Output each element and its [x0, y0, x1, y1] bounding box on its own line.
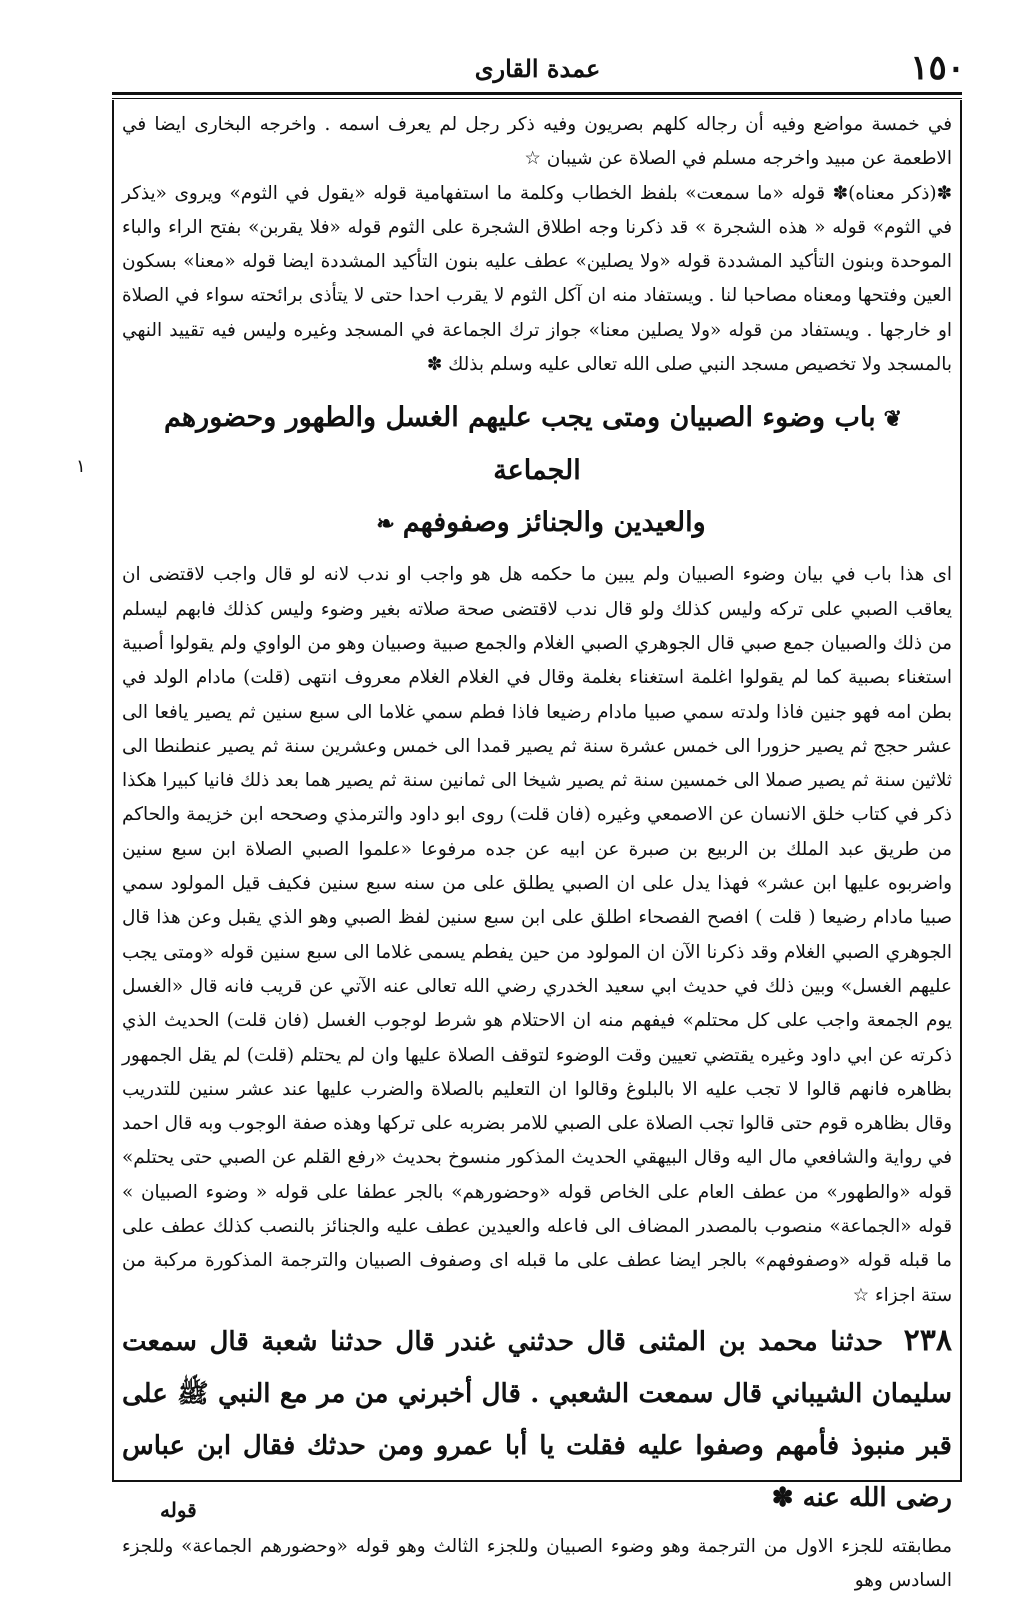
margin-mark: ١	[76, 456, 86, 477]
chapter-heading-line-1	[122, 392, 952, 497]
hadith-commentary-start: مطابقته للجزء الاول من الترجمة وهو وضوء الصبيان وللجزء الثالث وهو قوله «وحضورهم الجماعة» وللجزء السادس وهو	[122, 1535, 952, 1591]
commentary-text: اى هذا باب في بيان وضوء الصبيان ولم يبين ما حكمه هل هو واجب او ندب لانه لو قال واجب لاقتضى ان يعاقب الصبي على تركه وليس كذلك ولو قال ندب لاقتضى صحة صلاته بغير وضوء وليس كذلك فابهم ليسلم من ذلك والصبيان جمع صبي قال الجوهري الصبي الغلام والجمع صبية وصبيان وهو من الواوي ولم يقولوا أصبية استغناء بصبية كما لم يقولوا اغلمة استغناء بغلمة وقال في الغلام الغلام معروف انتهى (قلت) مادام الولد في بطن امه فهو جنين فاذا ولدته سمي صبيا مادام رضيعا فاذا فطم سمي غلاما الى سبع سنين ثم يصير يافعا الى عشر حجج ثم يصير حزورا الى خمس عشرة سنة ثم يصير قمدا الى خمس وعشرين سنة ثم يصير عنطنطا الى ثلاثين سنة ثم يصير صملا الى خمسين سنة ثم يصير شيخا الى ثمانين سنة ثم يصير هما بعد ذلك فانيا كبيرا هكذا ذكر في كتاب خلق الانسان عن الاصمعي وغيره (فان قلت) روى ابو داود والترمذي وصححه ابن خزيمة والحاكم من طريق عبد الملك بن الربيع بن صبرة عن ابيه عن جده مرفوعا «علموا الصبي الصلاة ابن سبع سنين واضربوه عليها ابن عشر» فهذا يدل على ان الصبي يطلق على من سنه سبع سنين فكيف قيل المولود سمي صبيا مادام رضيعا ( قلت ) افصح الفصحاء اطلق على ابن سبع سنين لفظ الصبي وهو الذي يقبل وعن هذا قال الجوهري الصبي الغلام وقد ذكرنا الآن ان المولود من حين يفطم يسمى غلاما الى سبع سنين قوله «ومتى يجب عليهم الغسل» وبين ذلك في حديث ابي سعيد الخدري رضي الله تعالى عنه الآتي عن قريب فانه قال «الغسل يوم الجمعة واجب على كل محتلم» فيفهم منه ان الاحتلام هو شرط لوجوب الغسل (فان قلت) الحديث الذي ذكرته عن ابي داود وغيره يقتضي تعيين وقت الوضوء لتوقف الصلاة عليها وان لم يحتلم (قلت) لم يقل الجمهور بظاهره فانهم قالوا لا تجب عليه الا بالبلوغ وقالوا ان التعليم بالصلاة والضرب عليها عند عشر سنين للتدريب وقال بظاهره قوم حتى قالوا تجب الصلاة على الصبي للامر بضربه على تركها وهذه صفة الوجوب وبه قال احمد في رواية والشافعي مال اليه وقال البيهقي الحديث المذكور منسوخ بحديث «رفع القلم عن الصبي حتى يحتلم» قوله «والطهور» من عطف العام على الخاص قوله «وحضورهم» بالجر عطفا على قوله « وضوء الصبيان » قوله «الجماعة» منصوب بالمصدر المضاف الى فاعله والعيدين عطف عليه والجنائز بالنصب كذلك عطف على ما قبله قوله «وصفوفهم» بالجر ايضا عطف على ما قبله اى وصفوف الصبيان والترجمة المذكورة مركبة من ستة اجزاء ☆	[122, 564, 952, 1306]
hadith-block	[122, 1315, 952, 1524]
header-rule	[112, 92, 962, 95]
ornament-end-icon: ❧	[376, 511, 395, 538]
hadith-number: ٢٣٨	[903, 1322, 952, 1358]
hadith-text: حدثنا محمد بن المثنى قال حدثني غندر قال حدثنا شعبة قال سمعت سليمان الشيباني قال سمعت الشعبي . قال أخبرني من مر مع النبي ﷺ على قبر منبوذ فأمهم وصفوا عليه فقلت يا أبا عمرو ومن حدثك فقال ابن عباس رضى الله عنه ✽	[122, 1326, 952, 1513]
frame-left-border	[112, 100, 114, 1480]
chapter-heading-text-2: والعيدين والجنائز وصفوفهم	[402, 507, 706, 539]
header-rule-thin	[112, 98, 962, 99]
running-title: عمدة القاری	[474, 54, 601, 83]
chapter-heading-line-2	[122, 497, 952, 550]
paragraph-meaning: ✽(ذكر معناه)✽ قوله «ما سمعت» بلفظ الخطاب وكلمة ما استفهامية قوله «يقول في الثوم» ويروى «يذكر في الثوم» قوله « هذه الشجرة » قد ذكرنا وجه اطلاق الشجرة على الثوم قوله «فلا يقربن» بفتح الراء والباء الموحدة وبنون التأكيد المشددة قوله «ولا يصلين» عطف عليه بنون التأكيد المشددة ايضا قوله «معنا» بسكون العين وفتحها ومعناه مصاحبا لنا . ويستفاد منه ان آكل الثوم لا يقرب احدا حتى لا يتأذى برائحته سواء في الصلاة او خارجها . ويستفاد من قوله «ولا يصلين معنا» جواز ترك الجماعة في المسجد وغيره وليس فيه تقييد النهي بالمسجد ولا تخصيص مسجد النبي صلى الله تعالى عليه وسلم بذلك ✽	[122, 182, 952, 376]
page-header	[110, 48, 965, 90]
catchword: قوله	[160, 1498, 197, 1522]
ornament-icon: ❦	[883, 406, 903, 433]
paragraph-intro: في خمسة مواضع وفيه أن رجاله كلهم بصريون وفيه ذكر رجل لم يعرف اسمه . واخرجه البخاری ايضا في الاطعمة عن مبيد واخرجه مسلم في الصلاة عن شيبان ☆	[122, 114, 952, 170]
page-number: ١٥٠	[910, 48, 965, 88]
footer-rule	[112, 1480, 962, 1482]
frame-right-border	[960, 100, 962, 1480]
text-body	[122, 108, 952, 1598]
chapter-heading	[122, 392, 952, 550]
chapter-heading-text-1: باب وضوء الصبيان ومتى يجب عليهم الغسل والطهور وحضورهم الجماعة	[163, 402, 876, 487]
